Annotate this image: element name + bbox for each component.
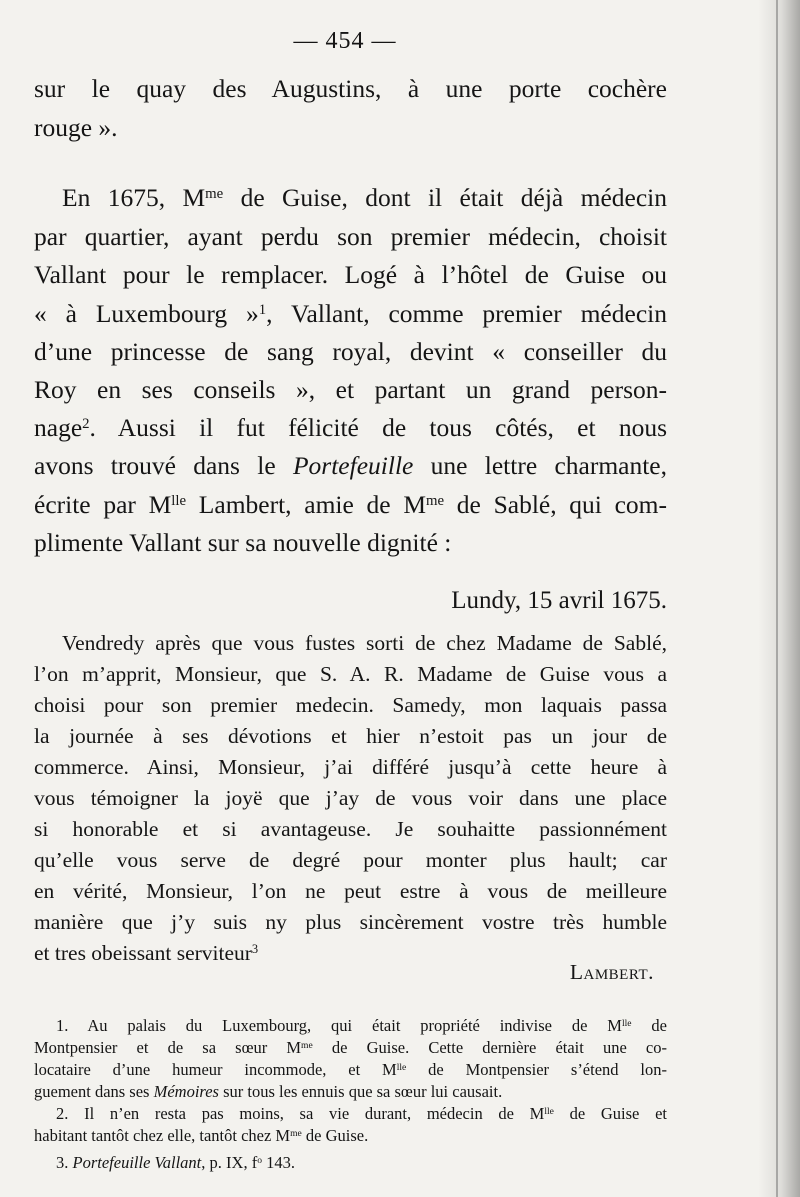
letter-line: Vendredy après que vous fustes sorti de chez Madame de Sablé,: [62, 631, 667, 655]
text-line: d’une princesse de sang royal, devint « conseiller du: [34, 337, 667, 366]
footnote-line: locataire d’une humeur incommode, et $M^{lle}$ de Montpensier s’étend lon-: [34, 1060, 667, 1079]
letter-signature: Lambert.: [569, 960, 654, 984]
footnote-ref: 3: [251, 942, 259, 957]
footnote-line: habitant tantôt chez elle, tantôt chez $M^{me}$ de Guise.: [34, 1126, 369, 1145]
letter-line: en vérité, Monsieur, l’on ne peut estre à vous de meilleure: [34, 879, 667, 903]
text-line: écrite par $M^{lle}$ Lambert, amie de $M^{me}$ de Sablé, qui com-: [34, 490, 668, 519]
letter-line: l’on m’apprit, Monsieur, que S. A. R. Madame de Guise vous a: [34, 662, 667, 686]
footnote-line: 3. Portefeuille Vallant, p. IX, $f^o$ 143.: [56, 1153, 295, 1172]
footnote-line: guement dans ses Mémoires sur tous les ennuis que sa sœur lui causait.: [34, 1082, 503, 1101]
letter-line: et tres obeissant serviteur$^3$: [34, 941, 259, 965]
page-binding-line: [776, 0, 778, 1197]
text-line: Roy en ses conseils », et partant un grand person-: [34, 375, 667, 404]
letter-line: commerce. Ainsi, Monsieur, j’ai différé jusqu’à cette heure à: [34, 755, 667, 779]
letter-dateline: Lundy, 15 avril 1675.: [451, 587, 667, 614]
letter-line: vous témoigner la joyë que j’ay de vous voir dans une place: [34, 786, 667, 810]
footnote-line: 1. Au palais du Luxembourg, qui était propriété indivise de $M^{lle}$ de: [56, 1016, 667, 1035]
page-edge-shadow: [758, 0, 800, 1197]
text-line: nage$^2$. Aussi il fut félicité de tous côtés, et nous: [34, 413, 667, 442]
text-line: sur le quay des Augustins, à une porte cochère: [34, 74, 667, 103]
text-line: avons trouvé dans le Portefeuille une lettre charmante,: [34, 451, 668, 480]
letter-line: la journée à ses dévotions et hier n’estoit pas un jour de: [34, 724, 667, 748]
footnote-line: Montpensier et de sa sœur $M^{me}$ de Guise. Cette dernière était une co-: [34, 1038, 667, 1057]
letter-line: manière que j’y suis ny plus sincèrement vostre très humble: [34, 910, 667, 934]
text-line: plimente Vallant sur sa nouvelle dignité :: [34, 528, 452, 557]
page-number: — 454 —: [293, 28, 397, 54]
text-line: rouge ».: [34, 113, 118, 142]
text-line: Vallant pour le remplacer. Logé à l’hôtel de Guise ou: [34, 260, 667, 289]
letter-line: choisi pour son premier medecin. Samedy, mon laquais passa: [34, 693, 667, 717]
text-line: « à Luxembourg »$^1$, Vallant, comme premier médecin: [34, 299, 667, 328]
text-line: par quartier, ayant perdu son premier médecin, choisit: [34, 222, 667, 251]
letter-line: qu’elle vous serve de degré pour monter plus hault; car: [34, 848, 667, 872]
letter-line: si honorable et si avantageuse. Je souhaitte passionnément: [34, 817, 667, 841]
footnote-line: 2. Il n’en resta pas moins, sa vie durant, médecin de $M^{lle}$ de Guise et: [56, 1104, 667, 1123]
text-line: En 1675, $M^{me}$ de Guise, dont il était déjà médecin: [62, 183, 667, 212]
